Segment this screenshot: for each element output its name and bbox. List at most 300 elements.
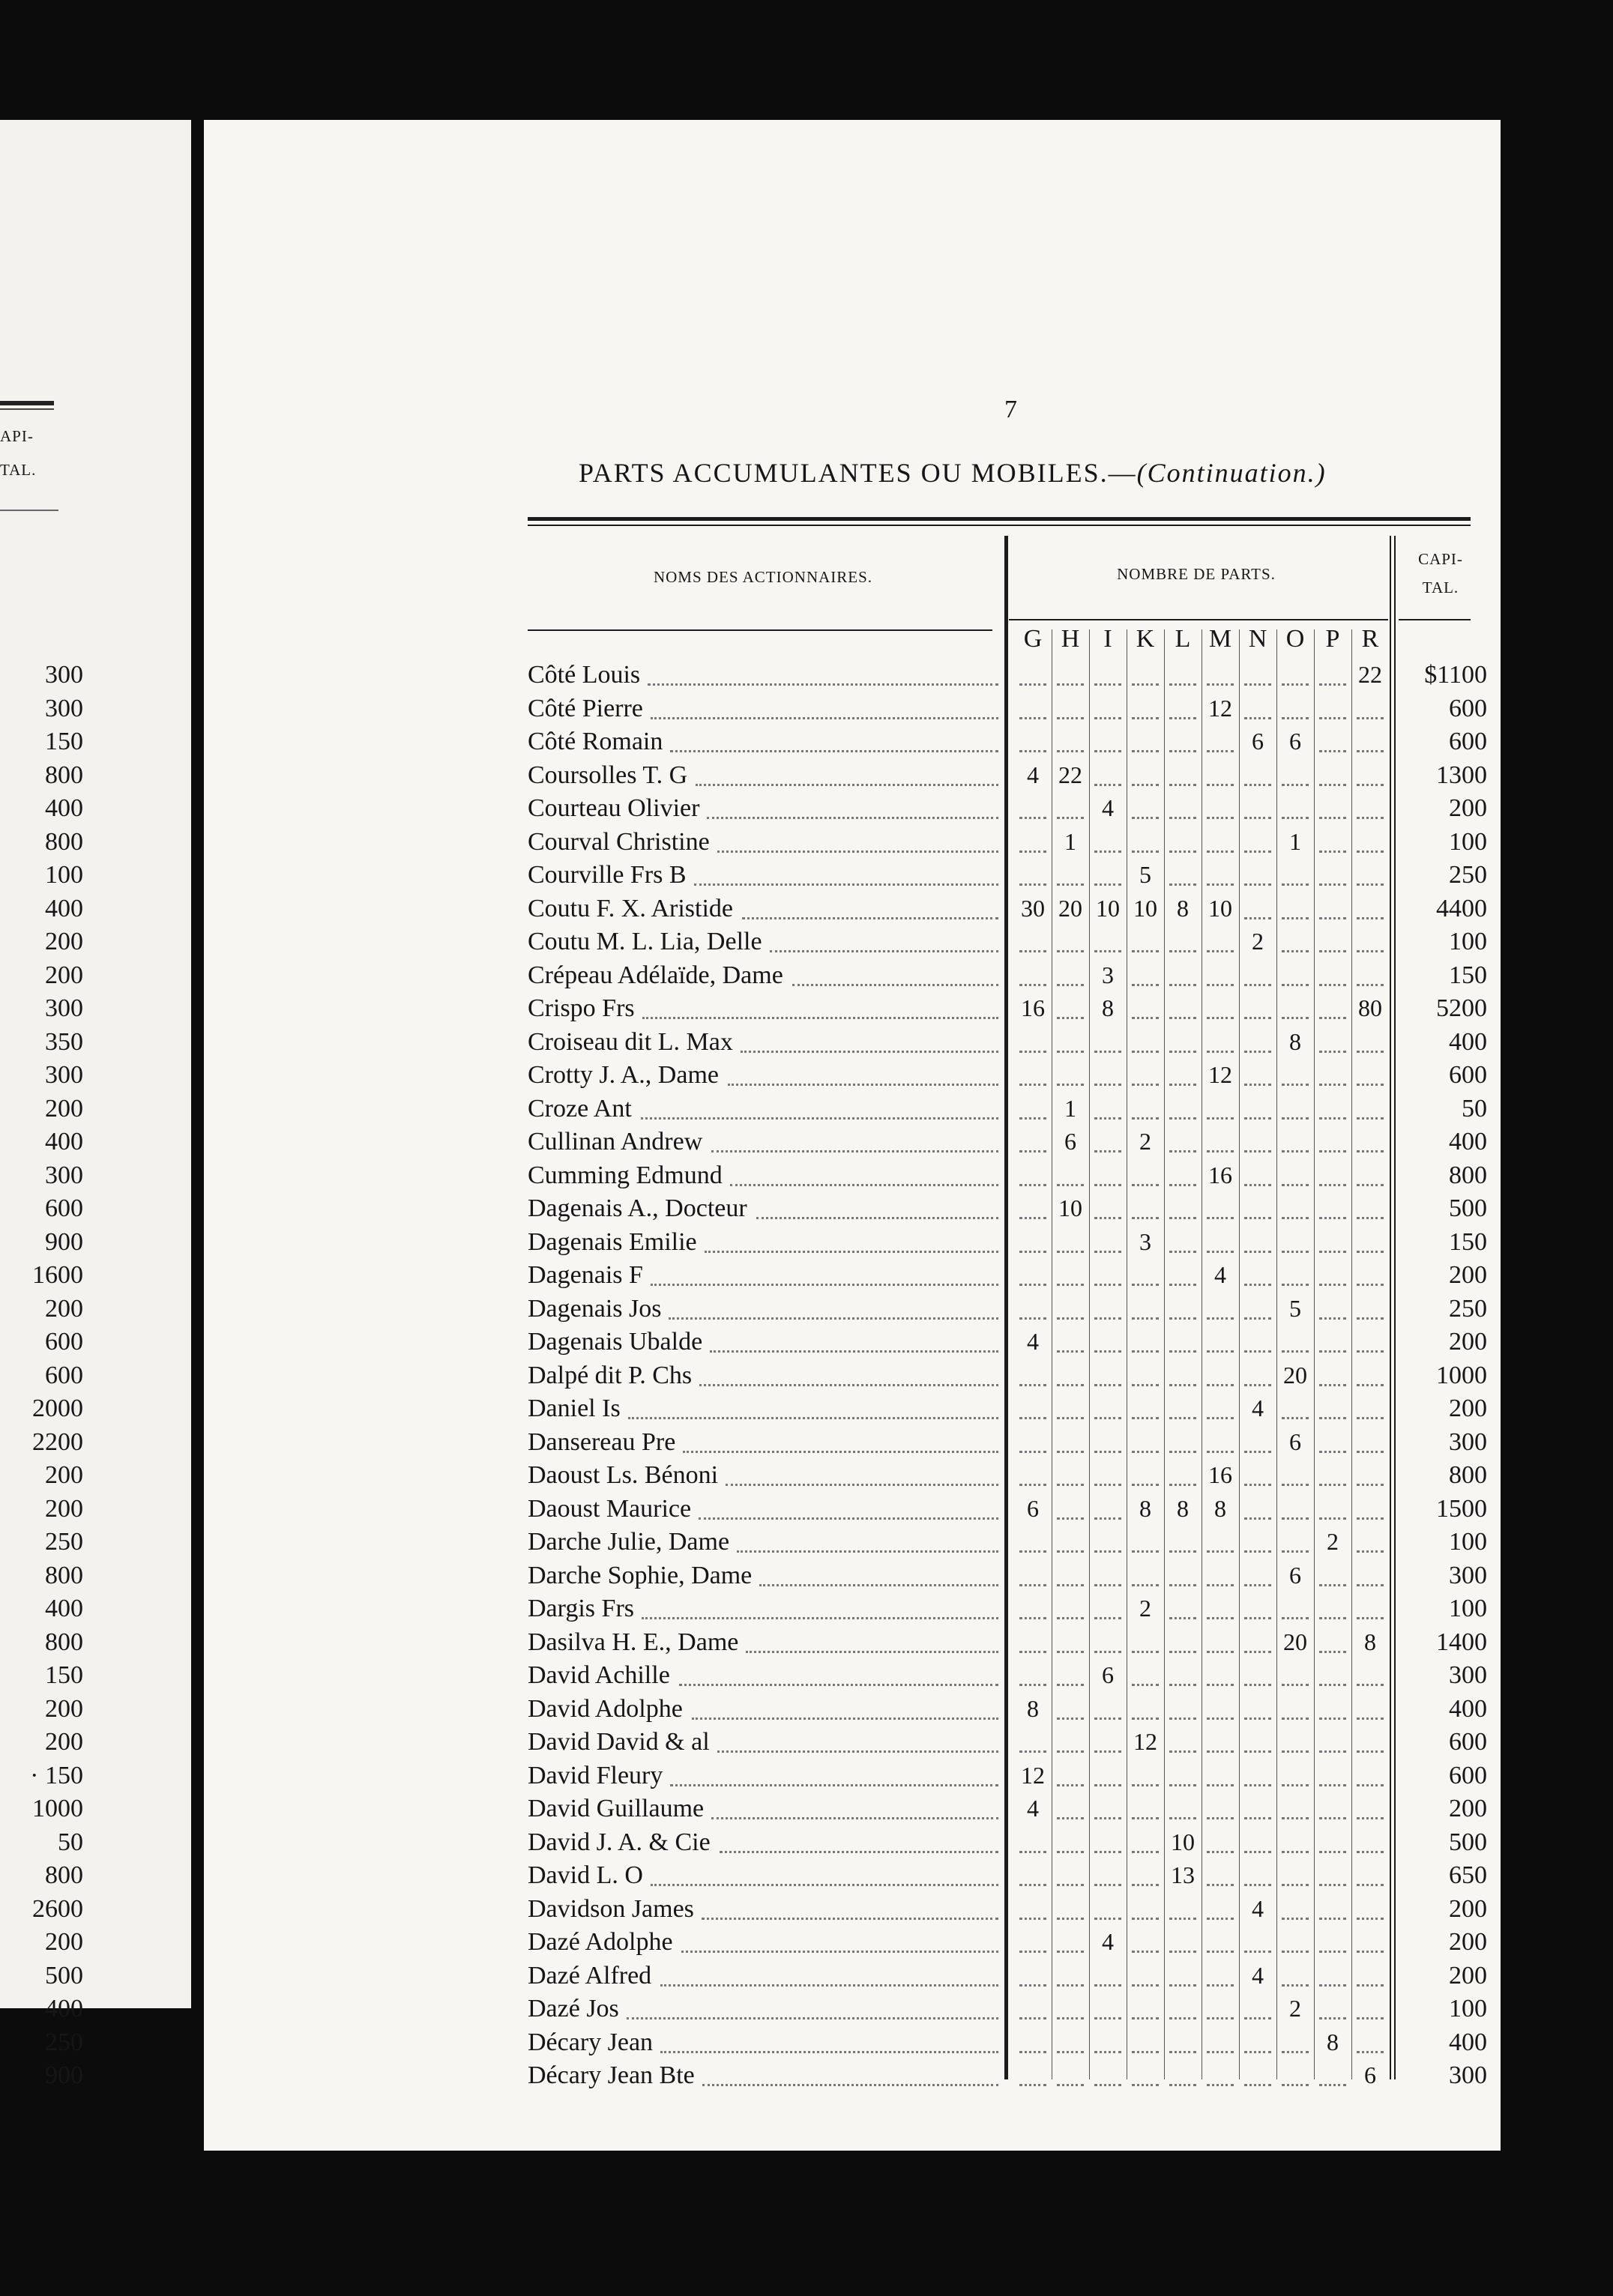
previous-page-fragment [0, 120, 191, 2089]
empty-cell-dots [1094, 1384, 1121, 1386]
empty-cell-dots [1357, 1117, 1384, 1120]
share-count-m: 12 [1208, 694, 1232, 722]
column-gridline [1351, 629, 1352, 2079]
shareholder-name: David J. A. & Cie [528, 1828, 711, 1856]
parts-capital-separator [1390, 536, 1391, 2079]
empty-cell-dots [1319, 717, 1346, 719]
empty-cell-dots [1019, 750, 1046, 752]
capital-value: 150 [1449, 1227, 1487, 1256]
dot-leader [669, 1317, 998, 1320]
left-capital-value: 200 [45, 1461, 83, 1489]
left-capital-value: 200 [45, 1928, 83, 1956]
left-capital-value: 500 [45, 1961, 83, 1990]
empty-cell-dots [1282, 984, 1309, 986]
empty-cell-dots [1282, 1184, 1309, 1186]
left-capital-value: 2200 [32, 1428, 83, 1456]
left-header-underline [0, 510, 58, 511]
empty-cell-dots [1282, 2084, 1309, 2086]
empty-cell-dots [1357, 1350, 1384, 1353]
dot-leader [627, 2017, 998, 2019]
empty-cell-dots [1019, 883, 1046, 886]
dot-leader [660, 2051, 998, 2053]
dot-leader [770, 950, 998, 952]
empty-cell-dots [1019, 950, 1046, 952]
empty-cell-dots [1282, 1851, 1309, 1853]
shareholder-name: David L. O [528, 1861, 643, 1889]
empty-cell-dots [1244, 683, 1271, 686]
capital-value: 4400 [1436, 894, 1487, 922]
shareholder-name: Coutu F. X. Aristide [528, 894, 734, 922]
empty-cell-dots [1132, 1651, 1159, 1653]
empty-cell-dots [1132, 1317, 1159, 1320]
shareholder-name: Crépeau Adélaïde, Dame [528, 961, 783, 989]
empty-cell-dots [1357, 950, 1384, 952]
dot-leader [681, 1951, 998, 1953]
share-count-g: 30 [1021, 894, 1045, 922]
empty-cell-dots [1319, 1517, 1346, 1520]
empty-cell-dots [1132, 1184, 1159, 1186]
empty-cell-dots [1207, 1918, 1234, 1920]
empty-cell-dots [1094, 1051, 1121, 1053]
empty-cell-dots [1169, 784, 1196, 786]
empty-cell-dots [1057, 984, 1084, 986]
shareholder-name: Darche Julie, Dame [528, 1528, 730, 1556]
shareholder-name: David David & al [528, 1728, 710, 1756]
empty-cell-dots [1094, 1817, 1121, 1819]
left-capital-value: 300 [45, 694, 83, 722]
empty-cell-dots [1244, 1651, 1271, 1653]
dot-leader [711, 1150, 998, 1152]
left-capital-value: 200 [45, 928, 83, 955]
empty-cell-dots [1357, 1484, 1384, 1486]
column-letter-p: P [1325, 625, 1340, 653]
capital-value: 300 [1449, 2061, 1487, 2089]
empty-cell-dots [1357, 917, 1384, 919]
capital-value: 100 [1449, 827, 1487, 856]
left-capital-value: 300 [45, 1161, 83, 1189]
empty-cell-dots [1319, 1684, 1346, 1686]
empty-cell-dots [1094, 1084, 1121, 1086]
dot-leader [651, 1284, 998, 1286]
empty-cell-dots [1057, 1517, 1084, 1520]
empty-cell-dots [1057, 1817, 1084, 1819]
capital-value: 200 [1449, 1795, 1487, 1822]
empty-cell-dots [1019, 1317, 1046, 1320]
empty-cell-dots [1207, 1584, 1234, 1586]
share-count-k: 2 [1139, 1128, 1151, 1155]
shareholder-name: Crotty J. A., Dame [528, 1061, 719, 1089]
empty-cell-dots [1094, 1350, 1121, 1353]
empty-cell-dots [1019, 1184, 1046, 1186]
empty-cell-dots [1057, 1684, 1084, 1686]
empty-cell-dots [1319, 1051, 1346, 1053]
empty-cell-dots [1207, 1317, 1234, 1320]
empty-cell-dots [1057, 1484, 1084, 1486]
empty-cell-dots [1019, 1150, 1046, 1152]
empty-cell-dots [1019, 1084, 1046, 1086]
capital-value: 600 [1449, 1761, 1487, 1789]
capital-value: 200 [1449, 1328, 1487, 1356]
names-header-underline [528, 629, 992, 631]
empty-cell-dots [1207, 2017, 1234, 2019]
capital-value: $1100 [1424, 661, 1487, 689]
empty-cell-dots [1357, 817, 1384, 819]
empty-cell-dots [1169, 1651, 1196, 1653]
empty-cell-dots [1169, 1984, 1196, 1987]
left-capital-value: 2600 [32, 1894, 83, 1923]
empty-cell-dots [1282, 1150, 1309, 1152]
dot-leader [711, 1817, 998, 1819]
empty-cell-dots [1244, 1784, 1271, 1786]
shareholder-name: Dansereau Pre [528, 1428, 676, 1456]
empty-cell-dots [1207, 984, 1234, 986]
capital-value: 250 [1449, 1294, 1487, 1323]
left-capital-value: 900 [45, 2061, 83, 2089]
page-number: 7 [1004, 396, 1017, 423]
share-count-i: 3 [1102, 961, 1114, 988]
empty-cell-dots [1282, 1017, 1309, 1019]
parts-header-underline [1009, 619, 1388, 620]
empty-cell-dots [1207, 1651, 1234, 1653]
empty-cell-dots [1094, 950, 1121, 952]
empty-cell-dots [1094, 1517, 1121, 1520]
shareholder-name: Décary Jean [528, 2028, 654, 2056]
empty-cell-dots [1019, 1617, 1046, 1619]
share-count-l: 8 [1177, 1494, 1189, 1522]
empty-cell-dots [1094, 1217, 1121, 1219]
empty-cell-dots [1357, 1784, 1384, 1786]
empty-cell-dots [1357, 2017, 1384, 2019]
empty-cell-dots [1244, 1550, 1271, 1553]
empty-cell-dots [1282, 1117, 1309, 1120]
share-count-k: 2 [1139, 1595, 1151, 1622]
empty-cell-dots [1244, 1884, 1271, 1886]
capital-value: 500 [1449, 1194, 1487, 1222]
left-capital-value: 200 [45, 1728, 83, 1756]
shareholder-name: Dazé Adolphe [528, 1928, 673, 1956]
empty-cell-dots [1094, 1718, 1121, 1720]
empty-cell-dots [1207, 1051, 1234, 1053]
empty-cell-dots [1132, 1017, 1159, 1019]
left-capital-value: 800 [45, 827, 83, 856]
empty-cell-dots [1357, 1384, 1384, 1386]
empty-cell-dots [1244, 1718, 1271, 1720]
left-capital-value: 600 [45, 1328, 83, 1356]
empty-cell-dots [1019, 2084, 1046, 2086]
empty-cell-dots [1319, 750, 1346, 752]
share-count-h: 1 [1064, 827, 1076, 855]
empty-cell-dots [1057, 1617, 1084, 1619]
empty-cell-dots [1019, 1584, 1046, 1586]
left-capital-value: 800 [45, 1861, 83, 1889]
empty-cell-dots [1319, 1251, 1346, 1253]
left-page-top-rule-thin [0, 408, 54, 410]
share-count-r: 6 [1364, 2061, 1376, 2088]
empty-cell-dots [1244, 1584, 1271, 1586]
empty-cell-dots [1282, 950, 1309, 952]
empty-cell-dots [1169, 1918, 1196, 1920]
empty-cell-dots [1019, 1051, 1046, 1053]
left-capital-value: · 150 [30, 1761, 83, 1789]
empty-cell-dots [1132, 1117, 1159, 1120]
empty-cell-dots [1169, 1550, 1196, 1553]
empty-cell-dots [1094, 683, 1121, 686]
share-count-l: 8 [1177, 894, 1189, 922]
empty-cell-dots [1169, 1350, 1196, 1353]
share-count-h: 6 [1064, 1128, 1076, 1155]
empty-cell-dots [1319, 1584, 1346, 1586]
empty-cell-dots [1169, 717, 1196, 719]
empty-cell-dots [1132, 1451, 1159, 1453]
empty-cell-dots [1244, 1251, 1271, 1253]
capital-value: 5200 [1436, 994, 1487, 1022]
share-count-i: 4 [1102, 1928, 1114, 1955]
share-count-k: 10 [1133, 894, 1157, 922]
empty-cell-dots [1357, 851, 1384, 853]
left-capital-value: 600 [45, 1361, 83, 1389]
dot-leader [717, 851, 998, 853]
share-count-m: 4 [1214, 1261, 1226, 1288]
empty-cell-dots [1282, 683, 1309, 686]
empty-cell-dots [1057, 1284, 1084, 1286]
share-count-h: 10 [1058, 1194, 1082, 1221]
share-count-o: 20 [1283, 1628, 1307, 1655]
share-count-h: 1 [1064, 1094, 1076, 1122]
empty-cell-dots [1244, 1017, 1271, 1019]
column-letter-n: N [1248, 625, 1267, 653]
empty-cell-dots [1207, 1617, 1234, 1619]
left-capital-value: 800 [45, 1561, 83, 1589]
empty-cell-dots [1019, 1550, 1046, 1553]
capital-value: 200 [1449, 794, 1487, 822]
empty-cell-dots [1207, 2084, 1234, 2086]
shareholder-name: Côté Pierre [528, 694, 643, 722]
table-top-rule [528, 517, 1471, 521]
empty-cell-dots [1132, 1884, 1159, 1886]
empty-cell-dots [1057, 1184, 1084, 1186]
empty-cell-dots [1169, 950, 1196, 952]
empty-cell-dots [1169, 1617, 1196, 1619]
empty-cell-dots [1132, 750, 1159, 752]
names-column-header: NOMS DES ACTIONNAIRES. [653, 568, 873, 586]
share-count-g: 4 [1027, 1328, 1039, 1355]
capital-value: 50 [1462, 1094, 1487, 1123]
share-count-g: 16 [1021, 994, 1045, 1021]
dot-leader [696, 784, 998, 786]
empty-cell-dots [1094, 1150, 1121, 1152]
empty-cell-dots [1019, 1251, 1046, 1253]
empty-cell-dots [1319, 1817, 1346, 1819]
empty-cell-dots [1169, 1584, 1196, 1586]
left-capital-value: 50 [58, 1828, 83, 1856]
dot-leader [707, 817, 998, 819]
column-letter-k: K [1136, 625, 1155, 653]
empty-cell-dots [1319, 817, 1346, 819]
empty-cell-dots [1057, 1984, 1084, 1987]
capital-value: 600 [1449, 1061, 1487, 1089]
empty-cell-dots [1207, 1750, 1234, 1753]
empty-cell-dots [1019, 984, 1046, 986]
empty-cell-dots [1057, 1951, 1084, 1953]
column-gridline [1239, 629, 1240, 2079]
empty-cell-dots [1357, 1451, 1384, 1453]
capital-value: 600 [1449, 728, 1487, 755]
left-capital-value: 200 [45, 1494, 83, 1523]
capital-value: 100 [1449, 928, 1487, 955]
empty-cell-dots [1132, 683, 1159, 686]
empty-cell-dots [1207, 1384, 1234, 1386]
empty-cell-dots [1169, 1384, 1196, 1386]
empty-cell-dots [1169, 1284, 1196, 1286]
column-letter-l: L [1175, 625, 1191, 653]
dot-leader [683, 1451, 998, 1453]
empty-cell-dots [1094, 1918, 1121, 1920]
empty-cell-dots [1319, 1384, 1346, 1386]
shareholder-name: Croze Ant [528, 1094, 632, 1123]
empty-cell-dots [1207, 1451, 1234, 1453]
empty-cell-dots [1319, 1784, 1346, 1786]
empty-cell-dots [1094, 1484, 1121, 1486]
dot-leader [710, 1350, 998, 1353]
share-count-o: 6 [1289, 1428, 1301, 1455]
empty-cell-dots [1094, 1584, 1121, 1586]
left-capital-value: 400 [45, 1995, 83, 2022]
empty-cell-dots [1094, 1284, 1121, 1286]
empty-cell-dots [1207, 1951, 1234, 1953]
dot-leader [679, 1684, 998, 1686]
empty-cell-dots [1357, 1517, 1384, 1520]
empty-cell-dots [1319, 1617, 1346, 1619]
empty-cell-dots [1357, 1150, 1384, 1152]
empty-cell-dots [1207, 1817, 1234, 1819]
dot-leader [741, 1051, 998, 1053]
empty-cell-dots [1282, 1251, 1309, 1253]
empty-cell-dots [1019, 1851, 1046, 1853]
empty-cell-dots [1057, 1550, 1084, 1553]
capital-value: 800 [1449, 1161, 1487, 1189]
empty-cell-dots [1244, 1817, 1271, 1819]
shareholder-name: Dagenais Emilie [528, 1227, 697, 1256]
parts-capital-separator-double [1394, 536, 1396, 2079]
empty-cell-dots [1282, 1284, 1309, 1286]
empty-cell-dots [1357, 1251, 1384, 1253]
empty-cell-dots [1319, 1718, 1346, 1720]
empty-cell-dots [1094, 2051, 1121, 2053]
empty-cell-dots [1132, 1984, 1159, 1987]
capital-value: 150 [1449, 961, 1487, 989]
capital-value: 1400 [1436, 1628, 1487, 1656]
capital-value: 100 [1449, 1595, 1487, 1622]
capital-value: 400 [1449, 1694, 1487, 1723]
empty-cell-dots [1169, 1718, 1196, 1720]
capital-value: 650 [1449, 1861, 1487, 1889]
dot-leader [705, 1251, 998, 1253]
shareholder-name: Davidson James [528, 1894, 694, 1923]
shareholder-name: Dazé Jos [528, 1995, 619, 2022]
empty-cell-dots [1244, 1284, 1271, 1286]
empty-cell-dots [1169, 1484, 1196, 1486]
empty-cell-dots [1282, 1084, 1309, 1086]
empty-cell-dots [1057, 2017, 1084, 2019]
capital-value: 300 [1449, 1428, 1487, 1456]
capital-value: 250 [1449, 861, 1487, 889]
empty-cell-dots [1244, 1150, 1271, 1152]
empty-cell-dots [1057, 1718, 1084, 1720]
empty-cell-dots [1169, 1251, 1196, 1253]
shareholder-name: Dargis Frs [528, 1595, 634, 1622]
empty-cell-dots [1169, 1451, 1196, 1453]
left-capital-header-line2: TAL. [0, 461, 37, 479]
empty-cell-dots [1282, 1417, 1309, 1419]
empty-cell-dots [1019, 1117, 1046, 1120]
dot-leader [628, 1417, 998, 1419]
dot-leader [699, 1384, 998, 1386]
empty-cell-dots [1207, 750, 1234, 752]
empty-cell-dots [1057, 1384, 1084, 1386]
empty-cell-dots [1244, 917, 1271, 919]
empty-cell-dots [1169, 2051, 1196, 2053]
shareholder-name: Dagenais F [528, 1261, 643, 1289]
empty-cell-dots [1132, 717, 1159, 719]
empty-cell-dots [1282, 1517, 1309, 1520]
empty-cell-dots [1169, 1184, 1196, 1186]
empty-cell-dots [1207, 883, 1234, 886]
empty-cell-dots [1057, 2051, 1084, 2053]
empty-cell-dots [1319, 1317, 1346, 1320]
empty-cell-dots [1319, 1951, 1346, 1953]
empty-cell-dots [1132, 1350, 1159, 1353]
empty-cell-dots [1244, 1350, 1271, 1353]
empty-cell-dots [1169, 1150, 1196, 1152]
empty-cell-dots [1282, 1984, 1309, 1987]
share-count-g: 8 [1027, 1694, 1039, 1722]
shareholder-name: Croiseau dit L. Max [528, 1027, 733, 1056]
empty-cell-dots [1057, 1251, 1084, 1253]
share-count-r: 80 [1358, 994, 1382, 1021]
column-letter-o: O [1285, 625, 1305, 653]
empty-cell-dots [1132, 851, 1159, 853]
empty-cell-dots [1319, 1184, 1346, 1186]
shareholder-name: Courval Christine [528, 827, 710, 856]
empty-cell-dots [1244, 1051, 1271, 1053]
share-count-h: 20 [1058, 894, 1082, 922]
dot-leader [726, 1484, 998, 1486]
shareholder-name: Cumming Edmund [528, 1161, 723, 1189]
empty-cell-dots [1019, 1884, 1046, 1886]
share-count-i: 6 [1102, 1661, 1114, 1688]
shareholder-name: Dasilva H. E., Dame [528, 1628, 739, 1656]
empty-cell-dots [1094, 1617, 1121, 1619]
empty-cell-dots [1244, 717, 1271, 719]
empty-cell-dots [1319, 2017, 1346, 2019]
empty-cell-dots [1357, 1884, 1384, 1886]
empty-cell-dots [1319, 1350, 1346, 1353]
empty-cell-dots [1319, 784, 1346, 786]
share-count-o: 20 [1283, 1361, 1307, 1389]
capital-value: 600 [1449, 1728, 1487, 1756]
empty-cell-dots [1244, 851, 1271, 853]
share-count-h: 22 [1058, 761, 1082, 788]
share-count-m: 16 [1208, 1461, 1232, 1488]
empty-cell-dots [1282, 1918, 1309, 1920]
empty-cell-dots [1057, 1651, 1084, 1653]
empty-cell-dots [1019, 1217, 1046, 1219]
empty-cell-dots [1207, 1350, 1234, 1353]
empty-cell-dots [1019, 2017, 1046, 2019]
empty-cell-dots [1319, 984, 1346, 986]
empty-cell-dots [1094, 1417, 1121, 1419]
empty-cell-dots [1207, 1217, 1234, 1219]
